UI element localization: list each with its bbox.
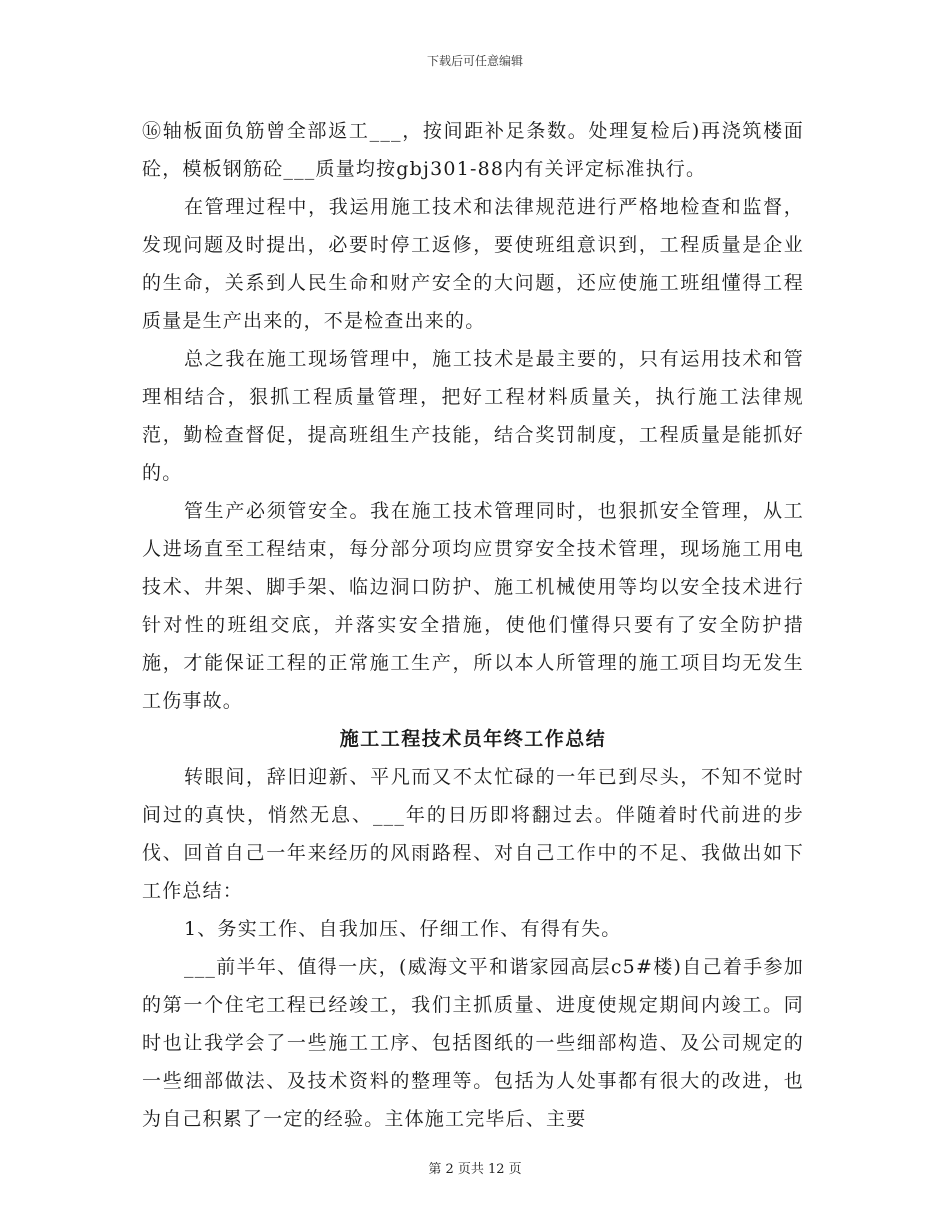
page-footer: 第 2 页共 12 页 <box>428 1162 522 1177</box>
paragraph-first-half: ___前半年、值得一庆，(威海文平和谐家园高层c5#楼)自己着手参加的第一个住宅工程已经竣工，我们主抓质量、进度使规定期间内竣工。同时也让我学会了一些施工工序、包括图纸的一些细部构造、及公司规定的一些细部做法、及技术资料的整理等。包括为人处事都有很大的改进，也为自己积累了一定的经验。主体施工完毕后、主要 <box>142 956 804 1130</box>
document-body <box>142 112 804 1138</box>
section-title: 施工工程技术员年终工作总结 <box>339 728 607 750</box>
page-header: 下载后可任意编辑 <box>426 54 523 68</box>
paragraph-safety: 管生产必须管安全。我在施工技术管理同时，也狠抓安全管理，从工人进场直至工程结束，每分部分项均应贯穿安全技术管理，现场施工用电技术、井架、脚手架、临边洞口防护、施工机械使用等均以安全技术进行针对性的班组交底，并落实安全措施，使他们懂得只要有了安全防护措施，才能保证工程的正常施工生产，所以本人所管理的施工项目均无发生工伤事故。 <box>142 500 804 712</box>
paragraph-management-process: 在管理过程中，我运用施工技术和法律规范进行严格地检查和监督，发现问题及时提出，必要时停工返修，要使班组意识到，工程质量是企业的生命，关系到人民生命和财产安全的大问题，还应使施工班组懂得工程质量是生产出来的，不是检查出来的。 <box>142 196 804 332</box>
paragraph-item-1: 1、务实工作、自我加压、仔细工作、有得有失。 <box>184 918 622 940</box>
paragraph-summary: 总之我在施工现场管理中，施工技术是最主要的，只有运用技术和管理相结合，狠抓工程质量管理，把好工程材料质量关，执行施工法律规范，勤检查督促，提高班组生产技能，结合奖罚制度，工程质量是能抓好的。 <box>142 348 804 484</box>
paragraph-intro: 转眼间，辞旧迎新、平凡而又不太忙碌的一年已到尽头，不知不觉时间过的真快，悄然无息、___年的日历即将翻过去。伴随着时代前进的步伐、回首自己一年来经历的风雨路程、对自己工作中的不足、我做出如下工作总结： <box>142 766 804 902</box>
paragraph-continued: ⑯轴板面负筋曾全部返工___，按间距补足条数。处理复检后)再浇筑楼面砼，模板钢筋砼___质量均按gbj301-88内有关评定标准执行。 <box>142 120 804 180</box>
